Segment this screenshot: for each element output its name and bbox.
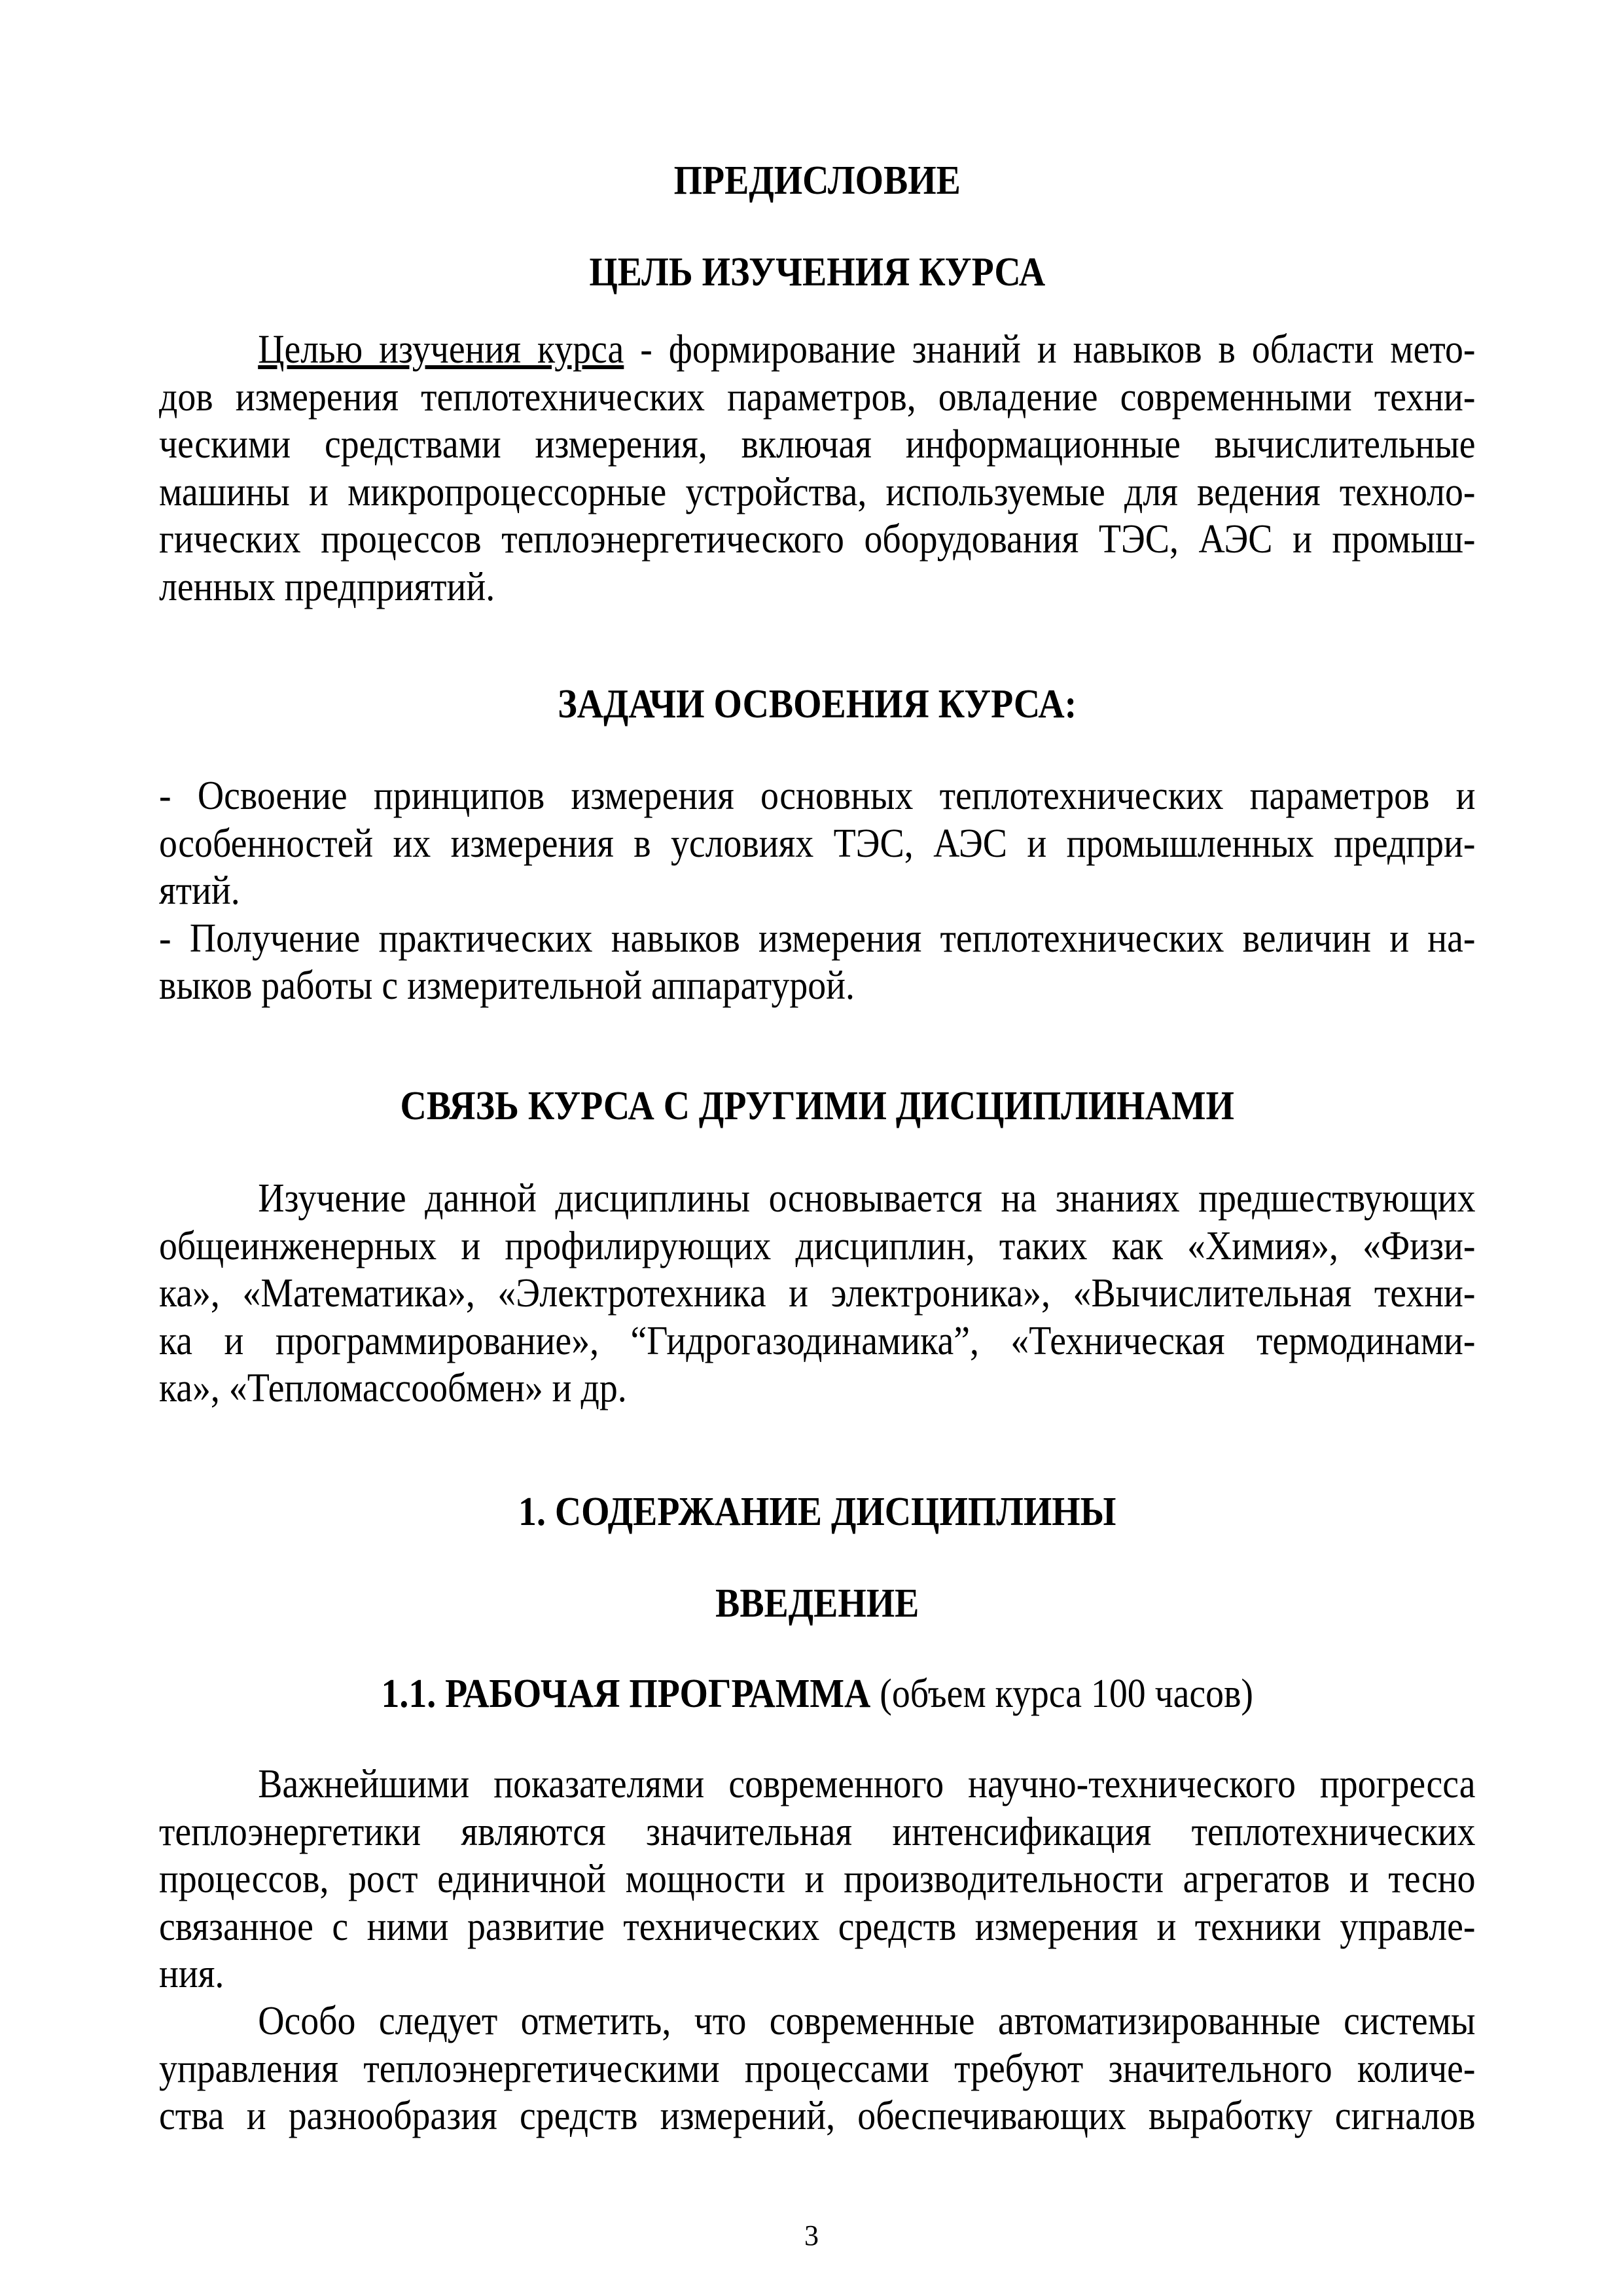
task-line: выков работы с измерительной аппаратурой. — [159, 963, 855, 1008]
links-line: ка», «Тепломассообмен» и др. — [159, 1366, 627, 1410]
links-line: общеинженерных и профилирующих дисциплин, таких как «Химия», «Физи- — [159, 1223, 1476, 1268]
goal-line: дов измерения теплотехнических параметров, овладение современными техни- — [159, 374, 1476, 420]
task-line: особенностей их измерения в условиях ТЭС, АЭС и промышленных предпри- — [159, 821, 1476, 866]
goal-line: машины и микропроцессорные устройства, используемые для ведения техноло- — [159, 469, 1476, 514]
heading-intro: ВВЕДЕНИЕ — [715, 1581, 919, 1626]
heading-goal: ЦЕЛЬ ИЗУЧЕНИЯ КУРСА — [589, 250, 1046, 295]
links-paragraph — [159, 1175, 1476, 1412]
para-line: процессов, рост единичной мощности и производительности агрегатов и тесно — [159, 1857, 1476, 1901]
goal-text: - формирование знаний и навыков в области мето- — [624, 327, 1476, 372]
para-line: Особо следует отметить, что современные автоматизированные системы — [258, 1999, 1476, 2043]
links-line: Изучение данной дисциплины основывается на знаниях предшествующих — [258, 1176, 1476, 1221]
paragraph-2 — [159, 1998, 1476, 2140]
heading-content: 1. СОДЕРЖАНИЕ ДИСЦИПЛИНЫ — [518, 1490, 1116, 1534]
goal-line — [159, 326, 1476, 374]
para-line: управления теплоэнергетическими процессами требуют значительного количе- — [159, 2046, 1476, 2091]
heading-preface: ПРЕДИСЛОВИЕ — [673, 158, 961, 203]
links-line: ка», «Математика», «Электротехника и электроника», «Вычислительная техни- — [159, 1271, 1476, 1316]
program-note: (объем курса 100 часов) — [870, 1672, 1254, 1716]
paragraph-1 — [159, 1761, 1476, 1998]
task-line: - Получение практических навыков измерения теплотехнических величин и на- — [159, 916, 1476, 961]
task-line: - Освоение принципов измерения основных теплотехнических параметров и — [159, 774, 1476, 818]
para-line: ства и разнообразия средств измерений, обеспечивающих выработку сигналов — [159, 2094, 1476, 2138]
program-title: 1.1. РАБОЧАЯ ПРОГРАММА — [381, 1672, 871, 1716]
goal-line: ленных предприятий. — [159, 564, 495, 609]
task-line: ятий. — [159, 869, 240, 913]
goal-term: Целью изучения курса — [258, 327, 624, 372]
links-line: ка и программирование», “Гидрогазодинамика”, «Техническая термодинами- — [159, 1318, 1476, 1363]
heading-tasks: ЗАДАЧИ ОСВОЕНИЯ КУРСА: — [558, 682, 1077, 726]
para-line: Важнейшими показателями современного научно-технического прогресса — [258, 1762, 1476, 1806]
page-number: 3 — [804, 2219, 819, 2251]
para-line: ния. — [159, 1952, 224, 1996]
para-line: связанное с ними развитие технических средств измерения и техники управле- — [159, 1904, 1476, 1949]
heading-links: СВЯЗЬ КУРСА С ДРУГИМИ ДИСЦИПЛИНАМИ — [400, 1084, 1234, 1128]
tasks-list — [159, 772, 1476, 1010]
goal-line: ческими средствами измерения, включая информационные вычислительные — [159, 422, 1476, 467]
para-line: теплоэнергетики являются значительная интенсификация теплотехнических — [159, 1809, 1476, 1854]
goal-paragraph — [159, 326, 1476, 611]
heading-program — [159, 1670, 1476, 1717]
goal-line: гических процессов теплоэнергетического оборудования ТЭС, АЭС и промыш- — [159, 517, 1476, 562]
